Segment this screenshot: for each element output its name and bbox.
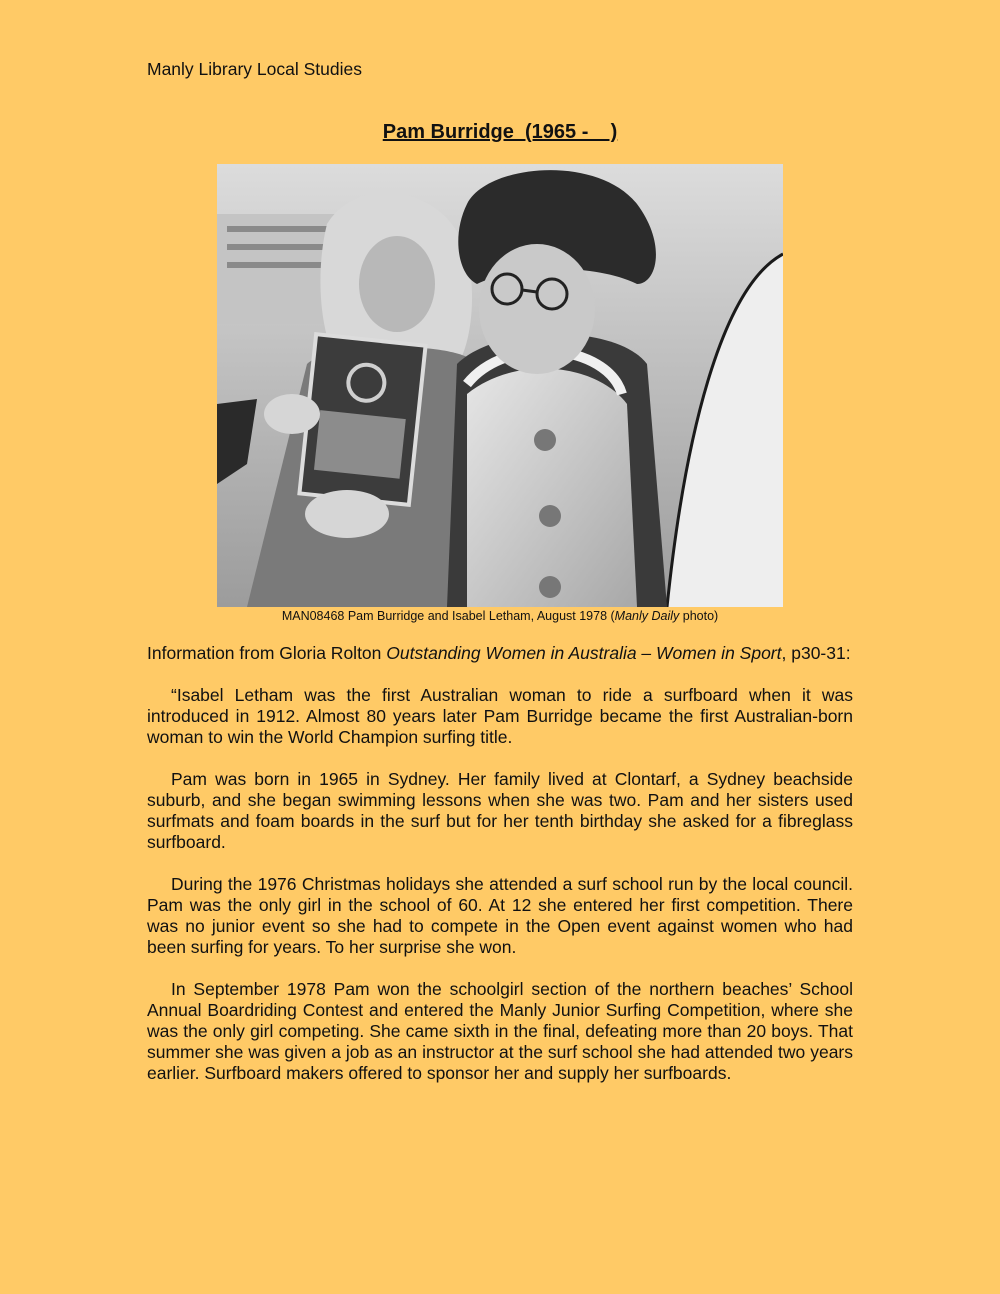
book-title: Outstanding Women in Australia – Women in Sport — [386, 643, 782, 663]
page-title: Pam Burridge (1965 - ) — [382, 121, 618, 143]
source-note — [147, 643, 853, 664]
paragraph: During the 1976 Christmas holidays she attended a surf school run by the local council. Pam was the only girl in the school of 60. At 12 she entered her first competition. There was no junior event so she had to compete in the Open event against women who had been surfing for years. To her surprise she won. — [147, 874, 853, 957]
paragraph: “Isabel Letham was the first Australian woman to ride a surfboard when it was introduced in 1912. Almost 80 years later Pam Burridge became the first Australian-born woman to win the World Champion surfing title. — [147, 685, 853, 747]
paragraph: In September 1978 Pam won the schoolgirl section of the northern beaches’ School Annual Boardriding Contest and entered the Manly Junior Surfing Competition, where she was the only girl competing. She came sixth in the final, defeating more than 20 boys. That summer she was given a job as an instructor at the surf school she had attended two years earlier. Surfboard makers offered to sponsor her and supply her surfboards. — [147, 979, 853, 1083]
caption-text: MAN08468 Pam Burridge and Isabel Letham, August 1978 ( — [281, 609, 615, 623]
photograph — [217, 164, 783, 607]
source-suffix: , p30-31: — [781, 643, 851, 663]
caption-source: Manly Daily — [614, 609, 680, 623]
library-header: Manly Library Local Studies — [147, 59, 362, 79]
caption-end: photo) — [679, 609, 719, 623]
photo-caption — [0, 609, 1000, 623]
source-prefix: Information from Gloria Rolton — [147, 643, 387, 663]
article-body — [147, 643, 853, 1105]
paragraph: Pam was born in 1965 in Sydney. Her family lived at Clontarf, a Sydney beachside suburb, and she began swimming lessons when she was two. Pam and her sisters used surfmats and foam boards in the surf but for her tenth birthday she asked for a fibreglass surfboard. — [147, 769, 853, 852]
